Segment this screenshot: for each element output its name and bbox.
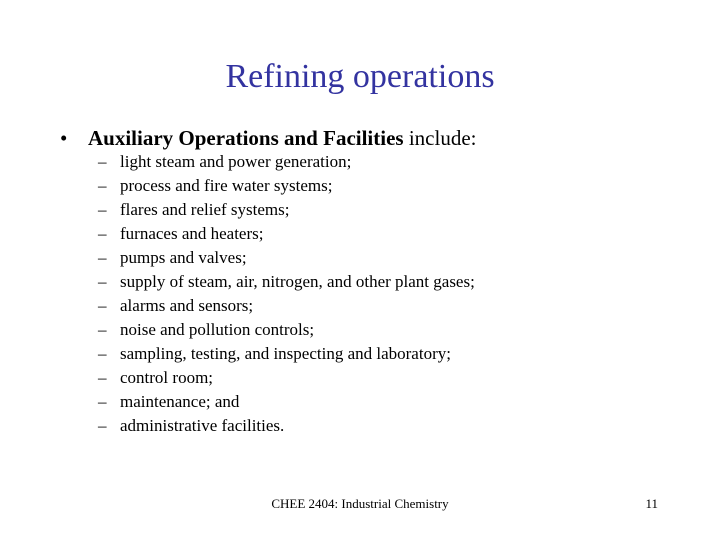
list-item bbox=[98, 366, 475, 390]
dash-marker: – bbox=[98, 176, 107, 195]
dash-marker: – bbox=[98, 152, 107, 171]
bullet-bold-text: Auxiliary Operations and Facilities bbox=[88, 126, 404, 150]
dash-marker: – bbox=[98, 320, 107, 339]
bullet-rest-text: include: bbox=[403, 126, 477, 150]
list-item bbox=[98, 198, 475, 222]
list-item-text: supply of steam, air, nitrogen, and other plant gases; bbox=[120, 272, 475, 291]
slide-title: Refining operations bbox=[225, 58, 495, 95]
list-item-text: furnaces and heaters; bbox=[120, 224, 264, 243]
dash-marker: – bbox=[98, 416, 107, 435]
list-item-text: light steam and power generation; bbox=[120, 152, 352, 171]
list-item bbox=[98, 294, 475, 318]
list-item-text: alarms and sensors; bbox=[120, 296, 254, 315]
page-number: 11 bbox=[645, 496, 658, 511]
dash-marker: – bbox=[98, 368, 107, 387]
dash-marker: – bbox=[98, 200, 107, 219]
main-bullet bbox=[60, 124, 477, 152]
list-item-text: control room; bbox=[120, 368, 214, 387]
list-item bbox=[98, 270, 475, 294]
list-item bbox=[98, 222, 475, 246]
dash-marker: – bbox=[98, 272, 107, 291]
list-item-text: flares and relief systems; bbox=[120, 200, 290, 219]
footer-course-name: CHEE 2404: Industrial Chemistry bbox=[271, 496, 449, 511]
list-item bbox=[98, 414, 475, 438]
bullet-marker: • bbox=[60, 126, 68, 150]
list-item-text: administrative facilities. bbox=[120, 416, 285, 435]
list-item-text: sampling, testing, and inspecting and laboratory; bbox=[120, 344, 451, 363]
dash-marker: – bbox=[98, 344, 107, 363]
dash-marker: – bbox=[98, 224, 107, 243]
list-item-text: maintenance; and bbox=[120, 392, 240, 411]
sub-bullet-list bbox=[98, 150, 475, 438]
list-item bbox=[98, 318, 475, 342]
list-item bbox=[98, 342, 475, 366]
list-item bbox=[98, 246, 475, 270]
dash-marker: – bbox=[98, 392, 107, 411]
list-item-text: pumps and valves; bbox=[120, 248, 247, 267]
list-item bbox=[98, 390, 475, 414]
list-item bbox=[98, 174, 475, 198]
list-item bbox=[98, 150, 475, 174]
dash-marker: – bbox=[98, 248, 107, 267]
dash-marker: – bbox=[98, 296, 107, 315]
list-item-text: noise and pollution controls; bbox=[120, 320, 315, 339]
list-item-text: process and fire water systems; bbox=[120, 176, 333, 195]
